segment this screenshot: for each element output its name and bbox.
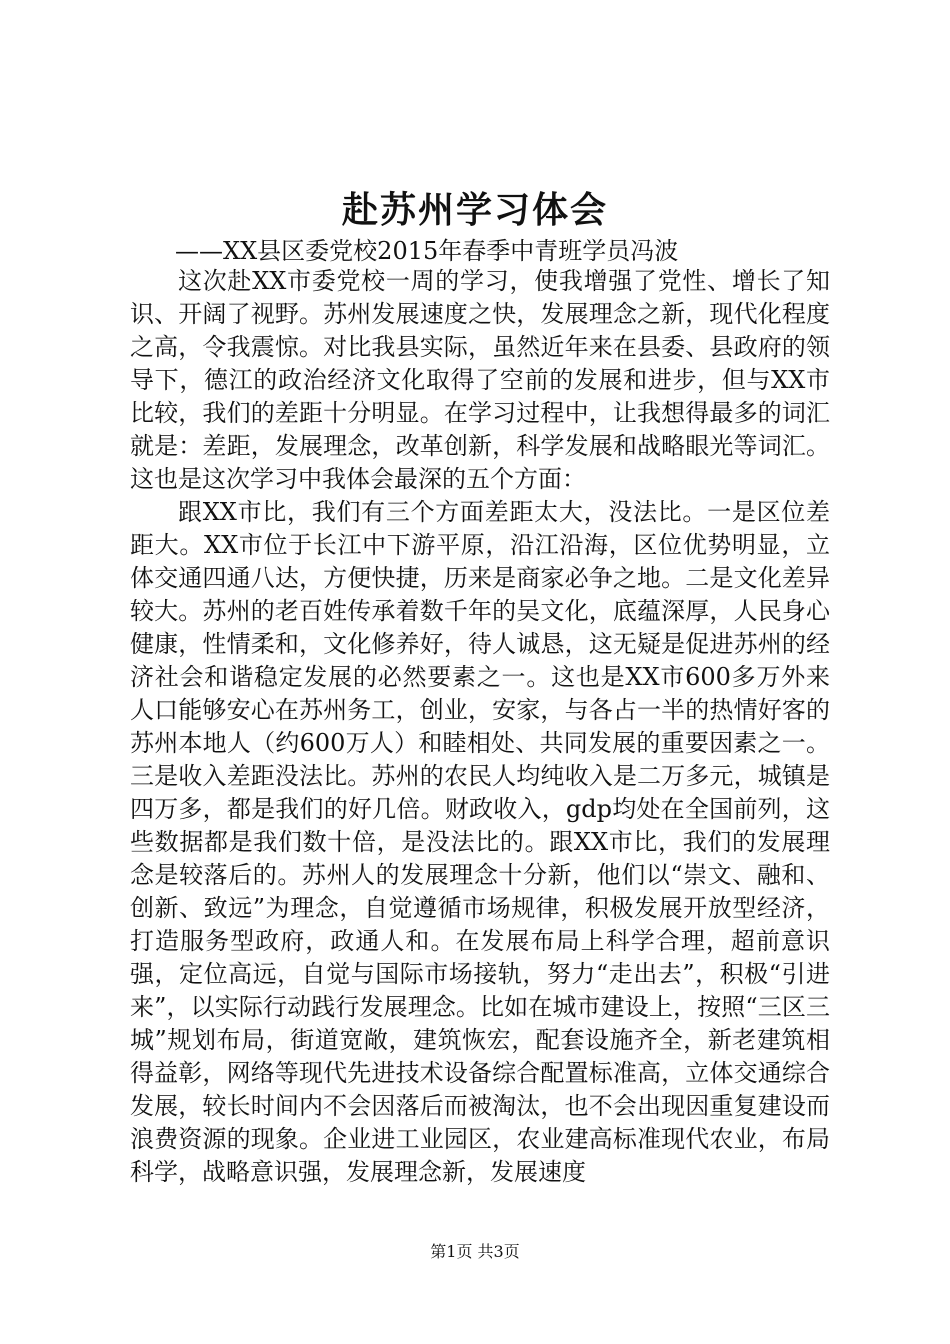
document-body	[130, 265, 830, 1189]
body-paragraph: 这次赴XX市委党校一周的学习，使我增强了党性、增长了知识、开阔了视野。苏州发展速度之快，发展理念之新，现代化程度之高，令我震惊。对比我县实际，虽然近年来在县委、县政府的领导下，德江的政治经济文化取得了空前的发展和进步，但与XX市比较，我们的差距十分明显。在学习过程中，让我想得最多的词汇就是：差距，发展理念，改革创新，科学发展和战略眼光等词汇。这也是这次学习中我体会最深的五个方面：	[130, 267, 830, 493]
document-subtitle: ——XX县区委党校2015年春季中青班学员冯波	[175, 237, 679, 265]
body-paragraph: 跟XX市比，我们有三个方面差距太大，没法比。一是区位差距大。XX市位于长江中下游平原，沿江沿海，区位优势明显，立体交通四通八达，方便快捷，历来是商家必争之地。二是文化差异较大。苏州的老百姓传承着数千年的吴文化，底蕴深厚，人民身心健康，性情柔和，文化修养好，待人诚恳，这无疑是促进苏州的经济社会和谐稳定发展的必然要素之一。这也是XX市600多万外来人口能够安心在苏州务工，创业，安家，与各占一半的热情好客的苏州本地人（约600万人）和睦相处、共同发展的重要因素之一。三是收入差距没法比。苏州的农民人均纯收入是二万多元，城镇是四万多，都是我们的好几倍。财政收入，gdp均处在全国前列，这些数据都是我们数十倍，是没法比的。跟XX市比，我们的发展理念是较落后的。苏州人的发展理念十分新，他们以“崇文、融和、创新、致远”为理念，自觉遵循市场规律，积极发展开放型经济，打造服务型政府，政通人和。在发展布局上科学合理，超前意识强，定位高远，自觉与国际市场接轨，努力“走出去”，积极“引进来”，以实际行动践行发展理念。比如在城市建设上，按照“三区三城”规划布局，街道宽敞，建筑恢宏，配套设施齐全，新老建筑相得益彰，网络等现代先进技术设备综合配置标准高，立体交通综合发展，较长时间内不会因落后而被淘汰，也不会出现因重复建设而浪费资源的现象。企业进工业园区，农业建高标准现代农业，布局科学，战略意识强，发展理念新，发展速度	[130, 498, 830, 1186]
page-footer: 第1页 共3页	[430, 1242, 520, 1261]
document-title: 赴苏州学习体会	[341, 189, 608, 231]
